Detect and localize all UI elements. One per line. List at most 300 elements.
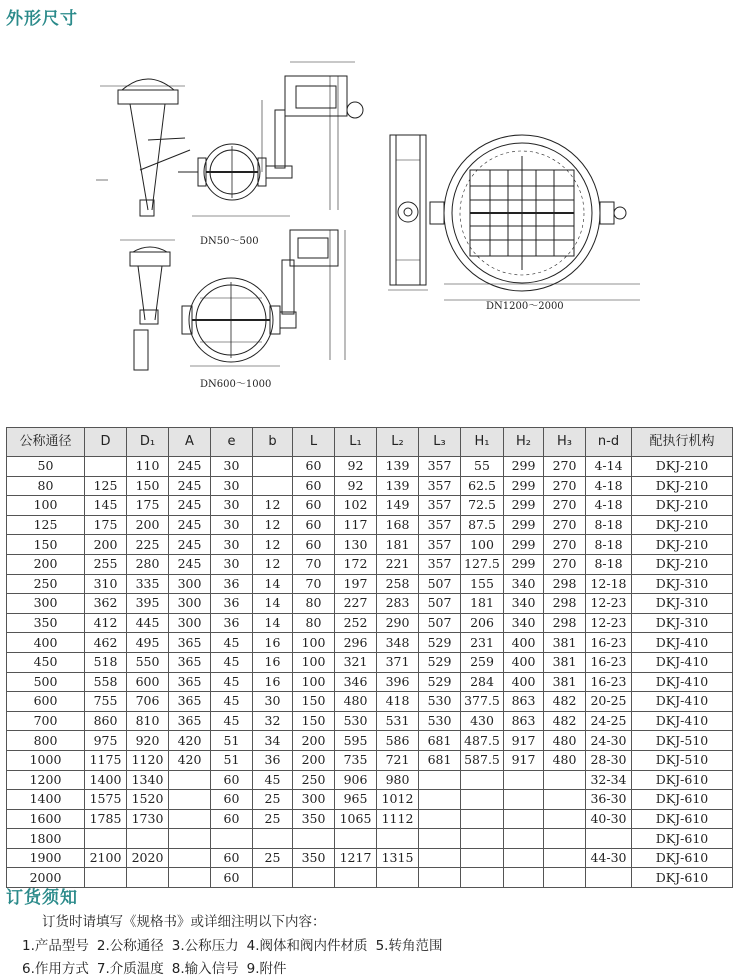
table-cell: 80 xyxy=(293,613,335,633)
table-cell xyxy=(419,848,461,868)
ordering-item: 8.输入信号 xyxy=(171,961,239,977)
table-cell: 25 xyxy=(253,790,293,810)
table-cell: 507 xyxy=(419,613,461,633)
column-header: b xyxy=(253,428,293,457)
table-cell: 149 xyxy=(377,496,419,516)
table-cell xyxy=(293,868,335,888)
table-cell: 299 xyxy=(504,476,544,496)
table-cell: 335 xyxy=(127,574,169,594)
table-cell: 168 xyxy=(377,515,419,535)
column-header: H₂ xyxy=(504,428,544,457)
table-cell: 16 xyxy=(253,672,293,692)
table-cell: 357 xyxy=(419,457,461,477)
section-title-dimensions: 外形尺寸 xyxy=(6,9,78,29)
column-header: 公称通径 xyxy=(7,428,85,457)
table-cell: 60 xyxy=(293,535,335,555)
table-cell: 12 xyxy=(253,496,293,516)
table-cell: 8-18 xyxy=(586,535,632,555)
table-cell: 300 xyxy=(169,613,211,633)
table-cell: 507 xyxy=(419,594,461,614)
table-cell: 270 xyxy=(544,515,586,535)
table-cell: DKJ-210 xyxy=(632,515,733,535)
table-cell xyxy=(169,809,211,829)
table-cell: 12 xyxy=(253,535,293,555)
table-cell: 80 xyxy=(293,594,335,614)
table-cell: 600 xyxy=(127,672,169,692)
table-cell: DKJ-410 xyxy=(632,633,733,653)
table-cell: 296 xyxy=(335,633,377,653)
table-cell: 863 xyxy=(504,692,544,712)
table-cell: 299 xyxy=(504,496,544,516)
table-cell: 321 xyxy=(335,652,377,672)
table-cell: 200 xyxy=(293,750,335,770)
table-cell: 36 xyxy=(211,594,253,614)
table-cell: 181 xyxy=(377,535,419,555)
table-cell: 595 xyxy=(335,731,377,751)
table-cell: 721 xyxy=(377,750,419,770)
table-cell: 860 xyxy=(85,711,127,731)
table-cell: 60 xyxy=(211,770,253,790)
drawing-dn1200-2000 xyxy=(388,135,640,300)
table-row xyxy=(7,515,733,535)
table-cell: 12-23 xyxy=(586,613,632,633)
table-cell: 200 xyxy=(7,554,85,574)
table-row xyxy=(7,848,733,868)
table-cell: 558 xyxy=(85,672,127,692)
table-cell: 395 xyxy=(127,594,169,614)
table-cell xyxy=(461,809,504,829)
table-cell: 100 xyxy=(293,633,335,653)
table-cell: 36 xyxy=(211,613,253,633)
table-cell: 290 xyxy=(377,613,419,633)
table-cell: 245 xyxy=(169,476,211,496)
table-cell: DKJ-610 xyxy=(632,848,733,868)
table-cell: 365 xyxy=(169,672,211,692)
table-cell xyxy=(504,770,544,790)
table-cell: 1000 xyxy=(7,750,85,770)
table-cell xyxy=(85,868,127,888)
table-cell: 357 xyxy=(419,515,461,535)
table-cell: 1112 xyxy=(377,809,419,829)
table-cell: 258 xyxy=(377,574,419,594)
table-cell: DKJ-610 xyxy=(632,829,733,849)
table-row xyxy=(7,829,733,849)
table-cell: 1400 xyxy=(85,770,127,790)
table-cell: 16-23 xyxy=(586,633,632,653)
table-row xyxy=(7,750,733,770)
table-cell xyxy=(504,790,544,810)
table-cell: 25 xyxy=(253,848,293,868)
column-header: L₁ xyxy=(335,428,377,457)
table-cell: 155 xyxy=(461,574,504,594)
table-cell: 357 xyxy=(419,535,461,555)
table-cell: 1012 xyxy=(377,790,419,810)
table-cell: DKJ-210 xyxy=(632,496,733,516)
table-cell: 60 xyxy=(211,790,253,810)
table-cell: 600 xyxy=(7,692,85,712)
table-row xyxy=(7,613,733,633)
table-cell: 51 xyxy=(211,750,253,770)
caption-dn600-1000: DN600～1000 xyxy=(200,379,272,390)
table-cell: 145 xyxy=(85,496,127,516)
drawing-dn50-500 xyxy=(96,62,363,216)
table-cell: 906 xyxy=(335,770,377,790)
table-cell: 4-14 xyxy=(586,457,632,477)
table-cell xyxy=(544,809,586,829)
table-row xyxy=(7,652,733,672)
table-cell: 357 xyxy=(419,476,461,496)
table-row xyxy=(7,633,733,653)
table-cell: 72.5 xyxy=(461,496,504,516)
table-cell: 299 xyxy=(504,535,544,555)
table-cell: 45 xyxy=(211,652,253,672)
table-cell xyxy=(504,829,544,849)
table-row xyxy=(7,790,733,810)
table-row xyxy=(7,868,733,888)
table-cell: 284 xyxy=(461,672,504,692)
table-cell: 60 xyxy=(211,809,253,829)
table-cell: 530 xyxy=(335,711,377,731)
table-cell: 14 xyxy=(253,613,293,633)
table-cell: 350 xyxy=(293,848,335,868)
table-cell xyxy=(504,848,544,868)
drawing-dn600-1000 xyxy=(120,230,345,370)
ordering-item: 7.介质温度 xyxy=(96,961,164,977)
table-cell: 500 xyxy=(7,672,85,692)
table-cell: 30 xyxy=(211,554,253,574)
table-cell: 1800 xyxy=(7,829,85,849)
table-cell: 221 xyxy=(377,554,419,574)
table-cell: 348 xyxy=(377,633,419,653)
table-cell: 92 xyxy=(335,457,377,477)
ordering-item: 4.阀体和阀内件材质 xyxy=(246,938,368,954)
table-cell: 365 xyxy=(169,711,211,731)
column-header: H₁ xyxy=(461,428,504,457)
table-cell: 450 xyxy=(7,652,85,672)
table-cell: 12 xyxy=(253,515,293,535)
table-cell: 381 xyxy=(544,672,586,692)
table-cell: DKJ-610 xyxy=(632,790,733,810)
table-cell: 32-34 xyxy=(586,770,632,790)
table-cell: 420 xyxy=(169,750,211,770)
column-header: L xyxy=(293,428,335,457)
table-cell: 125 xyxy=(7,515,85,535)
table-cell: 181 xyxy=(461,594,504,614)
table-cell: 1785 xyxy=(85,809,127,829)
table-cell: 487.5 xyxy=(461,731,504,751)
table-cell: 44-30 xyxy=(586,848,632,868)
table-cell: 20-25 xyxy=(586,692,632,712)
table-cell: 62.5 xyxy=(461,476,504,496)
table-cell: 70 xyxy=(293,554,335,574)
table-cell: 299 xyxy=(504,554,544,574)
table-cell: 45 xyxy=(211,633,253,653)
table-cell: 8-18 xyxy=(586,554,632,574)
table-cell xyxy=(169,790,211,810)
table-cell: 245 xyxy=(169,457,211,477)
table-cell: 418 xyxy=(377,692,419,712)
table-cell: 482 xyxy=(544,692,586,712)
column-header: A xyxy=(169,428,211,457)
table-cell: DKJ-310 xyxy=(632,613,733,633)
table-row xyxy=(7,594,733,614)
ordering-item: 1.产品型号 xyxy=(22,938,89,954)
table-cell: 8-18 xyxy=(586,515,632,535)
ordering-line-2 xyxy=(22,957,295,977)
table-cell xyxy=(544,770,586,790)
table-cell: 270 xyxy=(544,496,586,516)
table-cell: 681 xyxy=(419,750,461,770)
section-title-ordering: 订货须知 xyxy=(6,888,78,908)
table-cell: 1520 xyxy=(127,790,169,810)
table-row xyxy=(7,457,733,477)
table-cell: 206 xyxy=(461,613,504,633)
table-cell: DKJ-510 xyxy=(632,750,733,770)
table-cell xyxy=(211,829,253,849)
table-cell: 16 xyxy=(253,652,293,672)
table-cell: 259 xyxy=(461,652,504,672)
table-cell: 1600 xyxy=(7,809,85,829)
table-cell: 45 xyxy=(211,692,253,712)
table-cell: DKJ-410 xyxy=(632,692,733,712)
table-cell: DKJ-410 xyxy=(632,672,733,692)
table-cell: 60 xyxy=(211,868,253,888)
table-cell: DKJ-310 xyxy=(632,594,733,614)
table-cell: 45 xyxy=(253,770,293,790)
table-cell: 25 xyxy=(253,809,293,829)
table-cell: 200 xyxy=(127,515,169,535)
table-cell xyxy=(586,829,632,849)
table-cell: 299 xyxy=(504,515,544,535)
table-cell xyxy=(169,868,211,888)
table-cell: 139 xyxy=(377,457,419,477)
table-cell: 917 xyxy=(504,731,544,751)
table-cell: 100 xyxy=(7,496,85,516)
dimension-table xyxy=(6,427,733,888)
table-cell: 139 xyxy=(377,476,419,496)
table-cell: 55 xyxy=(461,457,504,477)
table-cell: 1730 xyxy=(127,809,169,829)
ordering-item: 2.公称通径 xyxy=(96,938,164,954)
table-cell xyxy=(335,829,377,849)
table-cell: 51 xyxy=(211,731,253,751)
table-cell: 32 xyxy=(253,711,293,731)
table-cell: DKJ-610 xyxy=(632,809,733,829)
table-cell: 200 xyxy=(293,731,335,751)
table-row xyxy=(7,692,733,712)
table-cell: 396 xyxy=(377,672,419,692)
table-cell xyxy=(169,848,211,868)
table-cell: 2020 xyxy=(127,848,169,868)
column-header: L₃ xyxy=(419,428,461,457)
table-cell: 30 xyxy=(211,457,253,477)
table-cell: 16 xyxy=(253,633,293,653)
table-cell: 365 xyxy=(169,652,211,672)
table-cell: DKJ-610 xyxy=(632,770,733,790)
table-cell: 28-30 xyxy=(586,750,632,770)
ordering-item: 3.公称压力 xyxy=(171,938,239,954)
table-cell: 255 xyxy=(85,554,127,574)
table-cell: 40-30 xyxy=(586,809,632,829)
ordering-item: 6.作用方式 xyxy=(22,961,89,977)
table-cell xyxy=(377,868,419,888)
table-cell: 172 xyxy=(335,554,377,574)
table-cell: 518 xyxy=(85,652,127,672)
table-row xyxy=(7,476,733,496)
table-cell: 270 xyxy=(544,554,586,574)
table-row xyxy=(7,535,733,555)
table-cell: 100 xyxy=(461,535,504,555)
table-cell: 16-23 xyxy=(586,672,632,692)
table-cell: 340 xyxy=(504,574,544,594)
table-cell: 300 xyxy=(169,594,211,614)
table-cell xyxy=(419,868,461,888)
table-cell: 250 xyxy=(293,770,335,790)
table-row xyxy=(7,554,733,574)
table-cell: 357 xyxy=(419,554,461,574)
table-cell: 1217 xyxy=(335,848,377,868)
ordering-item: 9.附件 xyxy=(246,961,287,977)
table-cell: 270 xyxy=(544,535,586,555)
table-cell: 245 xyxy=(169,496,211,516)
table-cell: 1315 xyxy=(377,848,419,868)
table-cell: 480 xyxy=(335,692,377,712)
table-cell: 587.5 xyxy=(461,750,504,770)
table-cell: 529 xyxy=(419,633,461,653)
table-cell: 200 xyxy=(85,535,127,555)
table-cell: 100 xyxy=(293,672,335,692)
table-cell: 45 xyxy=(211,711,253,731)
table-cell: 412 xyxy=(85,613,127,633)
table-cell: 529 xyxy=(419,672,461,692)
table-cell: 917 xyxy=(504,750,544,770)
table-cell: 980 xyxy=(377,770,419,790)
table-cell: 350 xyxy=(7,613,85,633)
table-cell: 80 xyxy=(7,476,85,496)
table-cell: 12-18 xyxy=(586,574,632,594)
column-header: D₁ xyxy=(127,428,169,457)
table-cell: 280 xyxy=(127,554,169,574)
table-cell: 1120 xyxy=(127,750,169,770)
table-cell: 362 xyxy=(85,594,127,614)
table-cell: 14 xyxy=(253,594,293,614)
ordering-item: 5.转角范围 xyxy=(375,938,443,954)
table-cell: 117 xyxy=(335,515,377,535)
table-cell: 270 xyxy=(544,457,586,477)
drawing-svg xyxy=(0,30,738,410)
table-cell: 70 xyxy=(293,574,335,594)
table-cell xyxy=(586,868,632,888)
table-cell: 495 xyxy=(127,633,169,653)
table-cell xyxy=(544,848,586,868)
table-cell: 298 xyxy=(544,594,586,614)
table-cell: 975 xyxy=(85,731,127,751)
table-cell xyxy=(293,829,335,849)
column-header: 配执行机构 xyxy=(632,428,733,457)
column-header: D xyxy=(85,428,127,457)
table-cell: 550 xyxy=(127,652,169,672)
table-cell: 381 xyxy=(544,633,586,653)
table-cell: 127.5 xyxy=(461,554,504,574)
table-cell xyxy=(461,790,504,810)
ordering-intro: 订货时请填写《规格书》或详细注明以下内容： xyxy=(42,914,326,930)
table-cell: 250 xyxy=(7,574,85,594)
table-cell: 377.5 xyxy=(461,692,504,712)
table-cell: 400 xyxy=(504,633,544,653)
table-cell xyxy=(419,790,461,810)
table-cell: 810 xyxy=(127,711,169,731)
table-cell: 60 xyxy=(293,476,335,496)
table-cell xyxy=(461,848,504,868)
table-cell: 420 xyxy=(169,731,211,751)
table-cell: 480 xyxy=(544,731,586,751)
caption-dn1200-2000: DN1200～2000 xyxy=(486,301,564,312)
table-cell: 30 xyxy=(211,535,253,555)
table-cell: 340 xyxy=(504,613,544,633)
table-cell: 700 xyxy=(7,711,85,731)
table-cell xyxy=(127,868,169,888)
table-cell: 1900 xyxy=(7,848,85,868)
table-cell: 102 xyxy=(335,496,377,516)
table-row xyxy=(7,731,733,751)
table-cell: 1400 xyxy=(7,790,85,810)
technical-drawing xyxy=(0,30,738,410)
table-cell xyxy=(461,770,504,790)
table-cell: DKJ-610 xyxy=(632,868,733,888)
table-cell: 150 xyxy=(127,476,169,496)
table-cell: 430 xyxy=(461,711,504,731)
table-cell: 231 xyxy=(461,633,504,653)
table-cell: 350 xyxy=(293,809,335,829)
table-cell: 60 xyxy=(211,848,253,868)
table-cell xyxy=(127,829,169,849)
table-cell: 507 xyxy=(419,574,461,594)
table-cell xyxy=(419,809,461,829)
table-cell: 175 xyxy=(127,496,169,516)
table-cell: 735 xyxy=(335,750,377,770)
table-cell: 30 xyxy=(211,515,253,535)
table-cell: 150 xyxy=(293,692,335,712)
column-header: e xyxy=(211,428,253,457)
table-cell: DKJ-210 xyxy=(632,457,733,477)
table-cell xyxy=(85,829,127,849)
table-cell: 400 xyxy=(7,633,85,653)
column-header: n-d xyxy=(586,428,632,457)
table-cell: 4-18 xyxy=(586,476,632,496)
table-cell xyxy=(377,829,419,849)
table-cell: 283 xyxy=(377,594,419,614)
table-cell: 381 xyxy=(544,652,586,672)
table-cell: 150 xyxy=(7,535,85,555)
table-cell: 92 xyxy=(335,476,377,496)
table-cell xyxy=(253,457,293,477)
table-cell: 371 xyxy=(377,652,419,672)
table-cell: 2000 xyxy=(7,868,85,888)
table-cell: 800 xyxy=(7,731,85,751)
table-cell: 130 xyxy=(335,535,377,555)
table-cell: 530 xyxy=(419,711,461,731)
table-cell: 357 xyxy=(419,496,461,516)
column-header: H₃ xyxy=(544,428,586,457)
table-cell xyxy=(253,868,293,888)
table-cell xyxy=(461,829,504,849)
table-cell: 755 xyxy=(85,692,127,712)
table-cell: 34 xyxy=(253,731,293,751)
table-cell: 298 xyxy=(544,613,586,633)
table-cell: 445 xyxy=(127,613,169,633)
table-cell: 36 xyxy=(211,574,253,594)
column-header: L₂ xyxy=(377,428,419,457)
